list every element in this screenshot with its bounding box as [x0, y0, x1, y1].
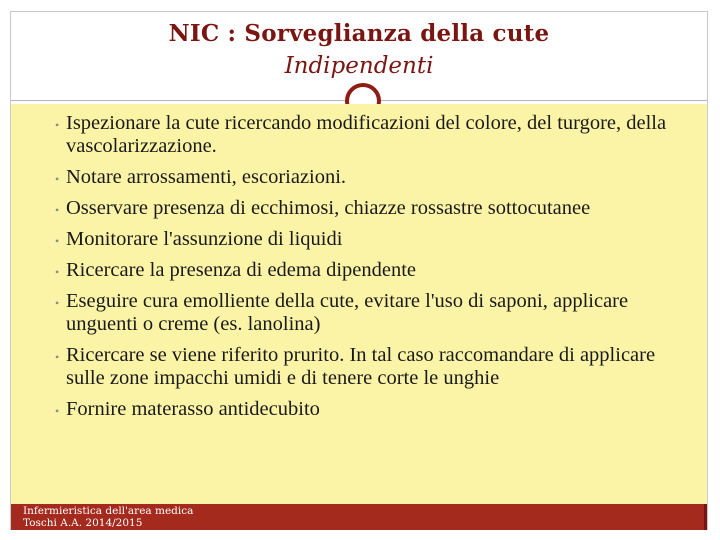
bullet-text: Ricercare se viene riferito prurito. In tal caso raccomandare di applicare sulle zone impacchi umidi e di tenere corte le unghie: [66, 344, 656, 389]
bullet-item: [11, 398, 707, 421]
bullet-text: Eseguire cura emolliente della cute, evitare l'uso di saponi, applicare unguenti o creme (es. lanolina): [66, 290, 629, 335]
bullet-item: [11, 344, 707, 390]
slide-subtitle: Indipendenti: [284, 53, 434, 79]
bullet-item: [11, 166, 707, 189]
bullet-item: [11, 197, 707, 220]
bullet-icon: •: [55, 404, 60, 418]
bullet-text: Monitorare l'assunzione di liquidi: [66, 228, 343, 250]
bullet-item: [11, 112, 707, 158]
content-area: [11, 104, 707, 504]
bullet-text: Ricercare la presenza di edema dipendente: [66, 259, 417, 281]
bullet-icon: •: [55, 118, 60, 132]
bullet-item: [11, 290, 707, 336]
footer-text: [23, 505, 193, 529]
bullet-icon: •: [55, 172, 60, 186]
footer-corner-accent: [704, 504, 707, 530]
bullet-text: Osservare presenza di ecchimosi, chiazze rossastre sottocutanee: [66, 197, 591, 219]
slide-title: NIC : Sorveglianza della cute: [168, 20, 550, 47]
bullet-item: [11, 228, 707, 251]
bullet-icon: •: [55, 350, 60, 364]
bullet-icon: •: [55, 203, 60, 217]
bullet-text: Ispezionare la cute ricercando modificazioni del colore, del turgore, della vascolarizzazione.: [66, 112, 667, 157]
bullet-item: [11, 259, 707, 282]
footer-bar: [11, 504, 707, 530]
footer-course: Infermieristica dell'area medica: [23, 505, 194, 517]
bullet-icon: •: [55, 296, 60, 310]
bullet-icon: •: [55, 265, 60, 279]
bullet-text: Notare arrossamenti, escoriazioni.: [66, 166, 347, 188]
footer-author: Toschi A.A. 2014/2015: [23, 517, 143, 529]
bullet-list: [11, 112, 707, 429]
bullet-icon: •: [55, 234, 60, 248]
slide: [10, 11, 708, 530]
bullet-text: Fornire materasso antidecubito: [66, 398, 320, 420]
